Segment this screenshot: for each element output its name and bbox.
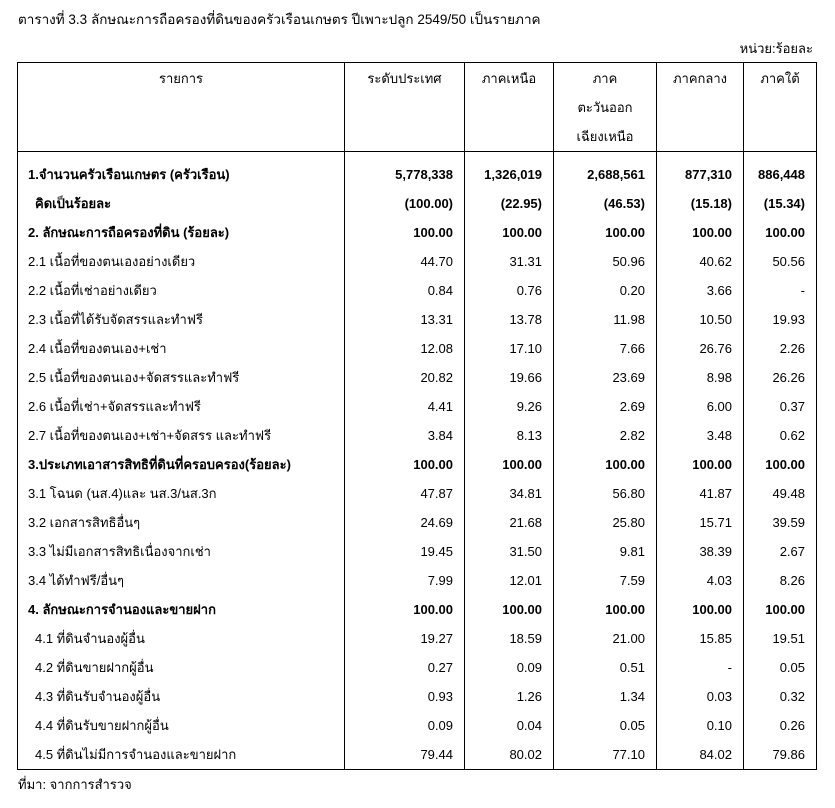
row-label: คิดเป็นร้อยละ xyxy=(18,189,345,218)
cell-country: 4.41 xyxy=(345,392,465,421)
table-row xyxy=(18,479,817,508)
cell-south: 0.05 xyxy=(744,653,817,682)
cell-north: 100.00 xyxy=(465,218,554,247)
cell-central: - xyxy=(657,653,744,682)
cell-country: 0.93 xyxy=(345,682,465,711)
cell-north: 1.26 xyxy=(465,682,554,711)
cell-north: 9.26 xyxy=(465,392,554,421)
cell-central: 84.02 xyxy=(657,740,744,770)
cell-northeast: 23.69 xyxy=(554,363,657,392)
table-row xyxy=(18,450,817,479)
table-title: ตารางที่ 3.3 ลักษณะการถือครองที่ดินของครัวเรือนเกษตร ปีเพาะปลูก 2549/50 เป็นรายภาค xyxy=(18,12,541,27)
cell-south: 39.59 xyxy=(744,508,817,537)
cell-central: 4.03 xyxy=(657,566,744,595)
cell-north: 8.13 xyxy=(465,421,554,450)
cell-south: 2.26 xyxy=(744,334,817,363)
cell-south: (15.34) xyxy=(744,189,817,218)
cell-northeast: 100.00 xyxy=(554,218,657,247)
cell-south: - xyxy=(744,276,817,305)
row-label: 4.1 ที่ดินจำนองผู้อื่น xyxy=(18,624,345,653)
row-label: 2.2 เนื้อที่เช่าอย่างเดียว xyxy=(18,276,345,305)
cell-northeast: 7.59 xyxy=(554,566,657,595)
row-label: 2.6 เนื้อที่เช่า+จัดสรรและทำฟรี xyxy=(18,392,345,421)
table-row xyxy=(18,334,817,363)
cell-country: 0.09 xyxy=(345,711,465,740)
cell-northeast: 7.66 xyxy=(554,334,657,363)
cell-northeast: 2,688,561 xyxy=(554,152,657,190)
table-row xyxy=(18,508,817,537)
cell-north: 80.02 xyxy=(465,740,554,770)
cell-south: 100.00 xyxy=(744,450,817,479)
cell-south: 49.48 xyxy=(744,479,817,508)
cell-country: 44.70 xyxy=(345,247,465,276)
cell-northeast: 9.81 xyxy=(554,537,657,566)
cell-country: 12.08 xyxy=(345,334,465,363)
cell-country: 100.00 xyxy=(345,595,465,624)
cell-north: 1,326,019 xyxy=(465,152,554,190)
cell-northeast: 21.00 xyxy=(554,624,657,653)
cell-central: 41.87 xyxy=(657,479,744,508)
table-row xyxy=(18,392,817,421)
cell-northeast: 2.69 xyxy=(554,392,657,421)
table-row xyxy=(18,711,817,740)
cell-northeast: (46.53) xyxy=(554,189,657,218)
cell-northeast: 100.00 xyxy=(554,595,657,624)
row-label: 3.3 ไม่มีเอกสารสิทธิเนื่องจากเช่า xyxy=(18,537,345,566)
table-row xyxy=(18,152,817,190)
cell-north: 100.00 xyxy=(465,595,554,624)
column-header-northeast-line: ตะวันออก xyxy=(577,100,633,115)
cell-north: 19.66 xyxy=(465,363,554,392)
cell-country: 20.82 xyxy=(345,363,465,392)
cell-south: 79.86 xyxy=(744,740,817,770)
cell-country: 19.45 xyxy=(345,537,465,566)
column-header-south: ภาคใต้ xyxy=(744,63,817,152)
unit-label: หน่วย:ร้อยละ xyxy=(739,41,813,56)
cell-central: 100.00 xyxy=(657,595,744,624)
cell-north: 34.81 xyxy=(465,479,554,508)
cell-south: 19.51 xyxy=(744,624,817,653)
cell-country: 0.84 xyxy=(345,276,465,305)
cell-country: 3.84 xyxy=(345,421,465,450)
cell-north: 31.50 xyxy=(465,537,554,566)
cell-central: 877,310 xyxy=(657,152,744,190)
cell-north: 13.78 xyxy=(465,305,554,334)
row-label: 1.จำนวนครัวเรือนเกษตร (ครัวเรือน) xyxy=(18,152,345,190)
table-row xyxy=(18,566,817,595)
cell-country: 5,778,338 xyxy=(345,152,465,190)
row-label: 3.2 เอกสารสิทธิอื่นๆ xyxy=(18,508,345,537)
cell-north: 17.10 xyxy=(465,334,554,363)
row-label: 2.7 เนื้อที่ของตนเอง+เช่า+จัดสรร และทำฟรี xyxy=(18,421,345,450)
cell-country: 7.99 xyxy=(345,566,465,595)
cell-central: (15.18) xyxy=(657,189,744,218)
table-row xyxy=(18,537,817,566)
row-label: 4.3 ที่ดินรับจำนองผู้อื่น xyxy=(18,682,345,711)
cell-south: 50.56 xyxy=(744,247,817,276)
cell-north: 100.00 xyxy=(465,450,554,479)
cell-north: 0.09 xyxy=(465,653,554,682)
table-row xyxy=(18,653,817,682)
row-label: 2. ลักษณะการถือครองที่ดิน (ร้อยละ) xyxy=(18,218,345,247)
cell-central: 8.98 xyxy=(657,363,744,392)
row-label: 4. ลักษณะการจำนองและขายฝาก xyxy=(18,595,345,624)
cell-country: 24.69 xyxy=(345,508,465,537)
table-body xyxy=(18,152,817,770)
table-row xyxy=(18,595,817,624)
cell-south: 2.67 xyxy=(744,537,817,566)
table-row xyxy=(18,218,817,247)
cell-central: 3.66 xyxy=(657,276,744,305)
cell-country: 100.00 xyxy=(345,450,465,479)
cell-central: 100.00 xyxy=(657,218,744,247)
cell-country: 19.27 xyxy=(345,624,465,653)
column-header-northeast-line: ภาค xyxy=(592,71,618,86)
cell-central: 100.00 xyxy=(657,450,744,479)
cell-north: 0.04 xyxy=(465,711,554,740)
cell-central: 26.76 xyxy=(657,334,744,363)
cell-central: 40.62 xyxy=(657,247,744,276)
cell-central: 10.50 xyxy=(657,305,744,334)
cell-country: 0.27 xyxy=(345,653,465,682)
table-row xyxy=(18,247,817,276)
cell-south: 886,448 xyxy=(744,152,817,190)
column-header-central: ภาคกลาง xyxy=(657,63,744,152)
cell-central: 6.00 xyxy=(657,392,744,421)
data-table xyxy=(17,62,817,770)
row-label: 4.5 ที่ดินไม่มีการจำนองและขายฝาก xyxy=(18,740,345,770)
cell-south: 19.93 xyxy=(744,305,817,334)
cell-country: (100.00) xyxy=(345,189,465,218)
cell-north: 12.01 xyxy=(465,566,554,595)
cell-south: 0.32 xyxy=(744,682,817,711)
cell-south: 100.00 xyxy=(744,218,817,247)
cell-south: 0.62 xyxy=(744,421,817,450)
cell-central: 15.71 xyxy=(657,508,744,537)
row-label: 4.2 ที่ดินขายฝากผู้อื่น xyxy=(18,653,345,682)
cell-north: (22.95) xyxy=(465,189,554,218)
cell-country: 79.44 xyxy=(345,740,465,770)
cell-northeast: 1.34 xyxy=(554,682,657,711)
column-header-northeast-line: เฉียงเหนือ xyxy=(576,129,634,144)
cell-north: 31.31 xyxy=(465,247,554,276)
table-row xyxy=(18,682,817,711)
cell-south: 8.26 xyxy=(744,566,817,595)
table-row xyxy=(18,624,817,653)
source-note: ที่มา: จากการสำรวจ xyxy=(18,777,132,792)
row-label: 2.4 เนื้อที่ของตนเอง+เช่า xyxy=(18,334,345,363)
cell-central: 38.39 xyxy=(657,537,744,566)
cell-north: 0.76 xyxy=(465,276,554,305)
cell-central: 15.85 xyxy=(657,624,744,653)
header-row xyxy=(18,63,817,152)
cell-northeast: 0.20 xyxy=(554,276,657,305)
column-header-country: ระดับประเทศ xyxy=(345,63,465,152)
column-header-north: ภาคเหนือ xyxy=(465,63,554,152)
cell-south: 0.37 xyxy=(744,392,817,421)
row-label: 2.3 เนื้อที่ได้รับจัดสรรและทำฟรี xyxy=(18,305,345,334)
row-label: 3.ประเภทเอาสารสิทธิที่ดินที่ครอบครอง(ร้อยละ) xyxy=(18,450,345,479)
cell-northeast: 11.98 xyxy=(554,305,657,334)
table-row xyxy=(18,305,817,334)
cell-central: 3.48 xyxy=(657,421,744,450)
table-row xyxy=(18,740,817,770)
cell-south: 26.26 xyxy=(744,363,817,392)
cell-northeast: 100.00 xyxy=(554,450,657,479)
row-label: 2.1 เนื้อที่ของตนเองอย่างเดียว xyxy=(18,247,345,276)
table-row xyxy=(18,189,817,218)
cell-country: 100.00 xyxy=(345,218,465,247)
cell-south: 0.26 xyxy=(744,711,817,740)
cell-north: 18.59 xyxy=(465,624,554,653)
cell-northeast: 50.96 xyxy=(554,247,657,276)
cell-northeast: 0.51 xyxy=(554,653,657,682)
table-row xyxy=(18,276,817,305)
column-header-item: รายการ xyxy=(18,63,345,152)
cell-northeast: 56.80 xyxy=(554,479,657,508)
cell-northeast: 77.10 xyxy=(554,740,657,770)
cell-northeast: 0.05 xyxy=(554,711,657,740)
cell-northeast: 2.82 xyxy=(554,421,657,450)
cell-northeast: 25.80 xyxy=(554,508,657,537)
column-header-northeast xyxy=(554,63,657,152)
cell-country: 13.31 xyxy=(345,305,465,334)
table-row xyxy=(18,421,817,450)
cell-north: 21.68 xyxy=(465,508,554,537)
row-label: 4.4 ที่ดินรับขายฝากผู้อื่น xyxy=(18,711,345,740)
row-label: 2.5 เนื้อที่ของตนเอง+จัดสรรและทำฟรี xyxy=(18,363,345,392)
cell-country: 47.87 xyxy=(345,479,465,508)
cell-central: 0.10 xyxy=(657,711,744,740)
table-row xyxy=(18,363,817,392)
row-label: 3.4 ได้ทำฟรี/อื่นๆ xyxy=(18,566,345,595)
cell-central: 0.03 xyxy=(657,682,744,711)
cell-south: 100.00 xyxy=(744,595,817,624)
row-label: 3.1 โฉนด (นส.4)และ นส.3/นส.3ก xyxy=(18,479,345,508)
